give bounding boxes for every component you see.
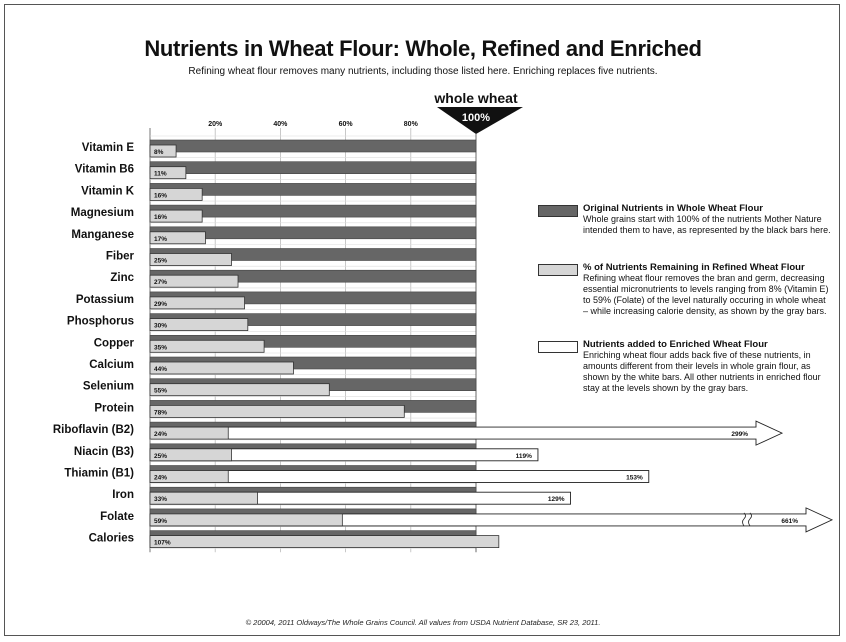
- value-label-refined-potassium: 29%: [154, 300, 168, 308]
- category-label-niacin-b3: Niacin (B3): [73, 445, 134, 458]
- category-label-calcium: Calcium: [89, 359, 134, 371]
- category-label-selenium: Selenium: [82, 380, 134, 393]
- legend-title-enriched: Nutrients added to Enriched Wheat Flour: [583, 339, 768, 350]
- value-label-enriched-iron: 129%: [547, 496, 565, 504]
- bar-original-vitamin-e: [150, 140, 476, 152]
- value-label-refined-calories: 107%: [154, 539, 171, 547]
- category-label-vitamin-k: Vitamin K: [81, 185, 134, 198]
- category-label-fiber: Fiber: [105, 250, 134, 263]
- legend-swatch-original: [538, 205, 578, 217]
- value-label-refined-magnesium: 16%: [154, 214, 168, 222]
- value-label-refined-manganese: 17%: [154, 235, 168, 243]
- category-label-calories: Calories: [88, 532, 134, 545]
- whole-wheat-marker: [433, 90, 523, 134]
- value-label-refined-fiber: 25%: [154, 257, 168, 265]
- category-label-magnesium: Magnesium: [70, 207, 134, 220]
- value-label-enriched-riboflavin-b2: 299%: [731, 431, 748, 439]
- value-label-refined-phosphorus: 30%: [154, 322, 168, 330]
- bar-refined-copper: [150, 340, 264, 352]
- value-label-refined-iron: 33%: [154, 496, 168, 504]
- value-label-refined-zinc: 27%: [154, 279, 168, 287]
- value-label-enriched-niacin-b3: 119%: [515, 452, 532, 460]
- value-label-enriched-folate: 661%: [781, 517, 798, 525]
- chart-title: Nutrients in Wheat Flour: Whole, Refined and Enriched: [144, 36, 702, 61]
- x-tick-label: 40%: [273, 121, 288, 128]
- legend-text-original: Whole grains start with 100% of the nutrients Mother Nature intended them to have, as represented by the black bars here.: [583, 214, 831, 235]
- category-label-zinc: Zinc: [110, 272, 134, 285]
- value-label-refined-protein: 78%: [154, 409, 168, 417]
- bar-refined-protein: [150, 405, 404, 417]
- category-label-copper: Copper: [93, 337, 134, 350]
- category-label-potassium: Potassium: [75, 293, 134, 306]
- legend-title-original: Original Nutrients in Whole Wheat Flour: [583, 203, 763, 214]
- x-tick-label: 20%: [208, 121, 223, 128]
- value-label-refined-copper: 35%: [154, 344, 168, 352]
- category-label-manganese: Manganese: [71, 228, 134, 241]
- legend-swatch-refined: [538, 264, 578, 276]
- value-label-refined-thiamin-b1: 24%: [154, 474, 168, 482]
- x-tick-label: 60%: [338, 121, 353, 128]
- value-label-refined-selenium: 55%: [154, 387, 168, 395]
- bar-refined-calories: [150, 536, 499, 548]
- bar-refined-selenium: [150, 384, 329, 396]
- bar-refined-calcium: [150, 362, 293, 374]
- legend-swatch-enriched: [538, 341, 578, 353]
- x-tick-label: 80%: [403, 121, 418, 128]
- marker-label: whole wheat: [434, 90, 518, 106]
- chart-footer: © 20004, 2011 Oldways/The Whole Grains Council. All values from USDA Nutrient Database, SR 23, 2011.: [245, 618, 601, 627]
- category-label-folate: Folate: [100, 510, 134, 523]
- value-label-refined-niacin-b3: 25%: [154, 452, 168, 460]
- category-label-iron: Iron: [112, 489, 134, 502]
- value-label-refined-calcium: 44%: [154, 366, 168, 373]
- value-label-refined-folate: 59%: [154, 517, 168, 525]
- bar-original-vitamin-b6: [150, 162, 476, 174]
- legend-text-refined: Refining wheat flour removes the bran and germ, decreasing essential micronutrients to levels ranging from 8% (Vitamin E) to 59% (Folate) of the level naturally occuring in whole wheat – while increasing calorie density, as shown by the gray bars.: [583, 273, 829, 316]
- category-label-vitamin-e: Vitamin E: [81, 142, 134, 154]
- legend-text-enriched: Enriching wheat flour adds back five of these nutrients, in amounts different from their levels in whole grain flour, as shown by the white bars. All other nutrients in enriched flour stay at the levels shown by the gray bars.: [583, 350, 821, 393]
- category-label-vitamin-b6: Vitamin B6: [74, 163, 134, 176]
- category-label-phosphorus: Phosphorus: [66, 315, 134, 328]
- value-label-enriched-thiamin-b1: 153%: [626, 474, 643, 482]
- value-label-refined-riboflavin-b2: 24%: [154, 431, 168, 439]
- legend-title-refined: % of Nutrients Remaining in Refined Wheat Flour: [583, 262, 805, 273]
- marker-value: 100%: [461, 112, 491, 124]
- category-label-thiamin-b1: Thiamin (B1): [64, 467, 134, 480]
- chart-subtitle: Refining wheat flour removes many nutrients, including those listed here. Enriching replaces five nutrients.: [188, 66, 658, 77]
- category-label-protein: Protein: [94, 402, 134, 415]
- value-label-refined-vitamin-e: 8%: [154, 149, 164, 156]
- value-label-refined-vitamin-b6: 11%: [154, 170, 167, 178]
- category-label-riboflavin-b2: Riboflavin (B2): [52, 424, 134, 437]
- bar-refined-folate: [150, 514, 342, 526]
- value-label-refined-vitamin-k: 16%: [154, 192, 168, 200]
